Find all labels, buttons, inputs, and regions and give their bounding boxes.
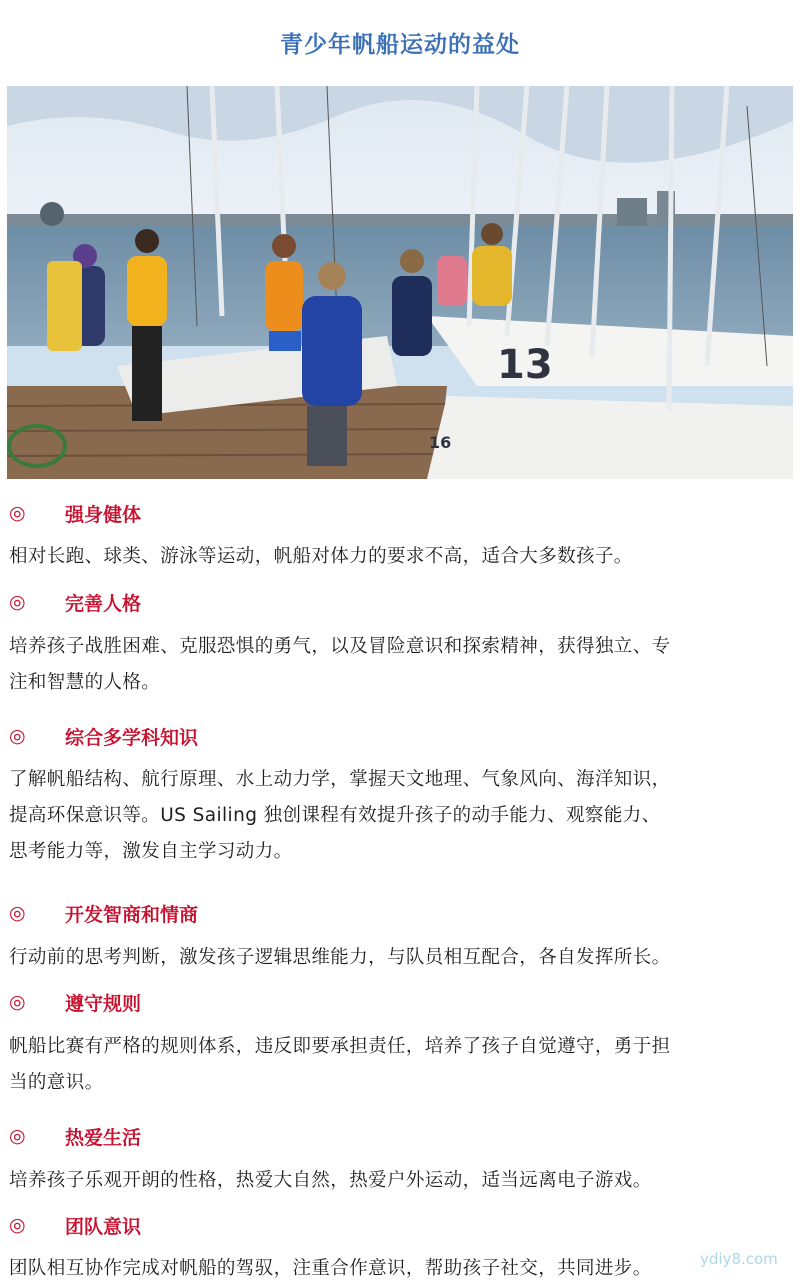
- section-body-love-life: 培养孩子乐观开朗的性格，热爱大自然，热爱户外运动，适当远离电子游戏。: [9, 1170, 652, 1191]
- section-title: 热爱生活: [65, 1126, 142, 1149]
- section-title: 强身健体: [65, 503, 142, 526]
- bullet-icon: ◎: [9, 725, 26, 747]
- section-heading-love-life: [9, 1121, 141, 1151]
- bullet-icon: ◎: [9, 902, 26, 924]
- section-title: 完善人格: [65, 592, 142, 615]
- bullet-icon: ◎: [9, 502, 26, 524]
- bullet-icon: ◎: [9, 1125, 26, 1147]
- section-title: 遵守规则: [65, 992, 142, 1015]
- section-title: 综合多学科知识: [65, 726, 199, 749]
- section-heading-iq-eq: [9, 898, 198, 928]
- section-heading-rules: [9, 987, 141, 1017]
- section-body-fitness: 相对长跑、球类、游泳等运动，帆船对体力的要求不高，适合大多数孩子。: [9, 546, 633, 567]
- section-heading-teamwork: [9, 1210, 141, 1240]
- bullet-icon: ◎: [9, 1214, 26, 1236]
- sailing-kids-photo: [7, 86, 793, 479]
- section-title: 开发智商和情商: [65, 903, 199, 926]
- section-title: 团队意识: [65, 1215, 142, 1238]
- section-heading-knowledge: [9, 721, 198, 751]
- section-body-teamwork: 团队相互协作完成对帆船的驾驭，注重合作意识，帮助孩子社交，共同进步。: [9, 1258, 652, 1279]
- section-heading-personality: [9, 587, 141, 617]
- section-body-knowledge: 了解帆船结构、航行原理、水上动力学，掌握天文地理、气象风向、海洋知识， 提高环保意识等。US Sailing 独创课程有效提升孩子的动手能力、观察能力、 思考能力等，激发自主学习动力。: [9, 769, 671, 862]
- sail-number-16: 16: [429, 433, 452, 452]
- bullet-icon: ◎: [9, 591, 26, 613]
- watermark: ydiy8.com: [700, 1250, 778, 1268]
- section-body-iq-eq: 行动前的思考判断，激发孩子逻辑思维能力，与队员相互配合，各自发挥所长。: [9, 947, 671, 968]
- page-title: 青少年帆船运动的益处: [280, 32, 520, 58]
- section-body-rules: 帆船比赛有严格的规则体系，违反即要承担责任，培养了孩子自觉遵守，勇于担 当的意识。: [9, 1036, 671, 1093]
- section-heading-fitness: [9, 498, 141, 528]
- section-body-personality: 培养孩子战胜困难、克服恐惧的勇气，以及冒险意识和探索精神，获得独立、专 注和智慧的人格。: [9, 636, 671, 693]
- bullet-icon: ◎: [9, 991, 26, 1013]
- sail-number-13: 13: [497, 342, 553, 388]
